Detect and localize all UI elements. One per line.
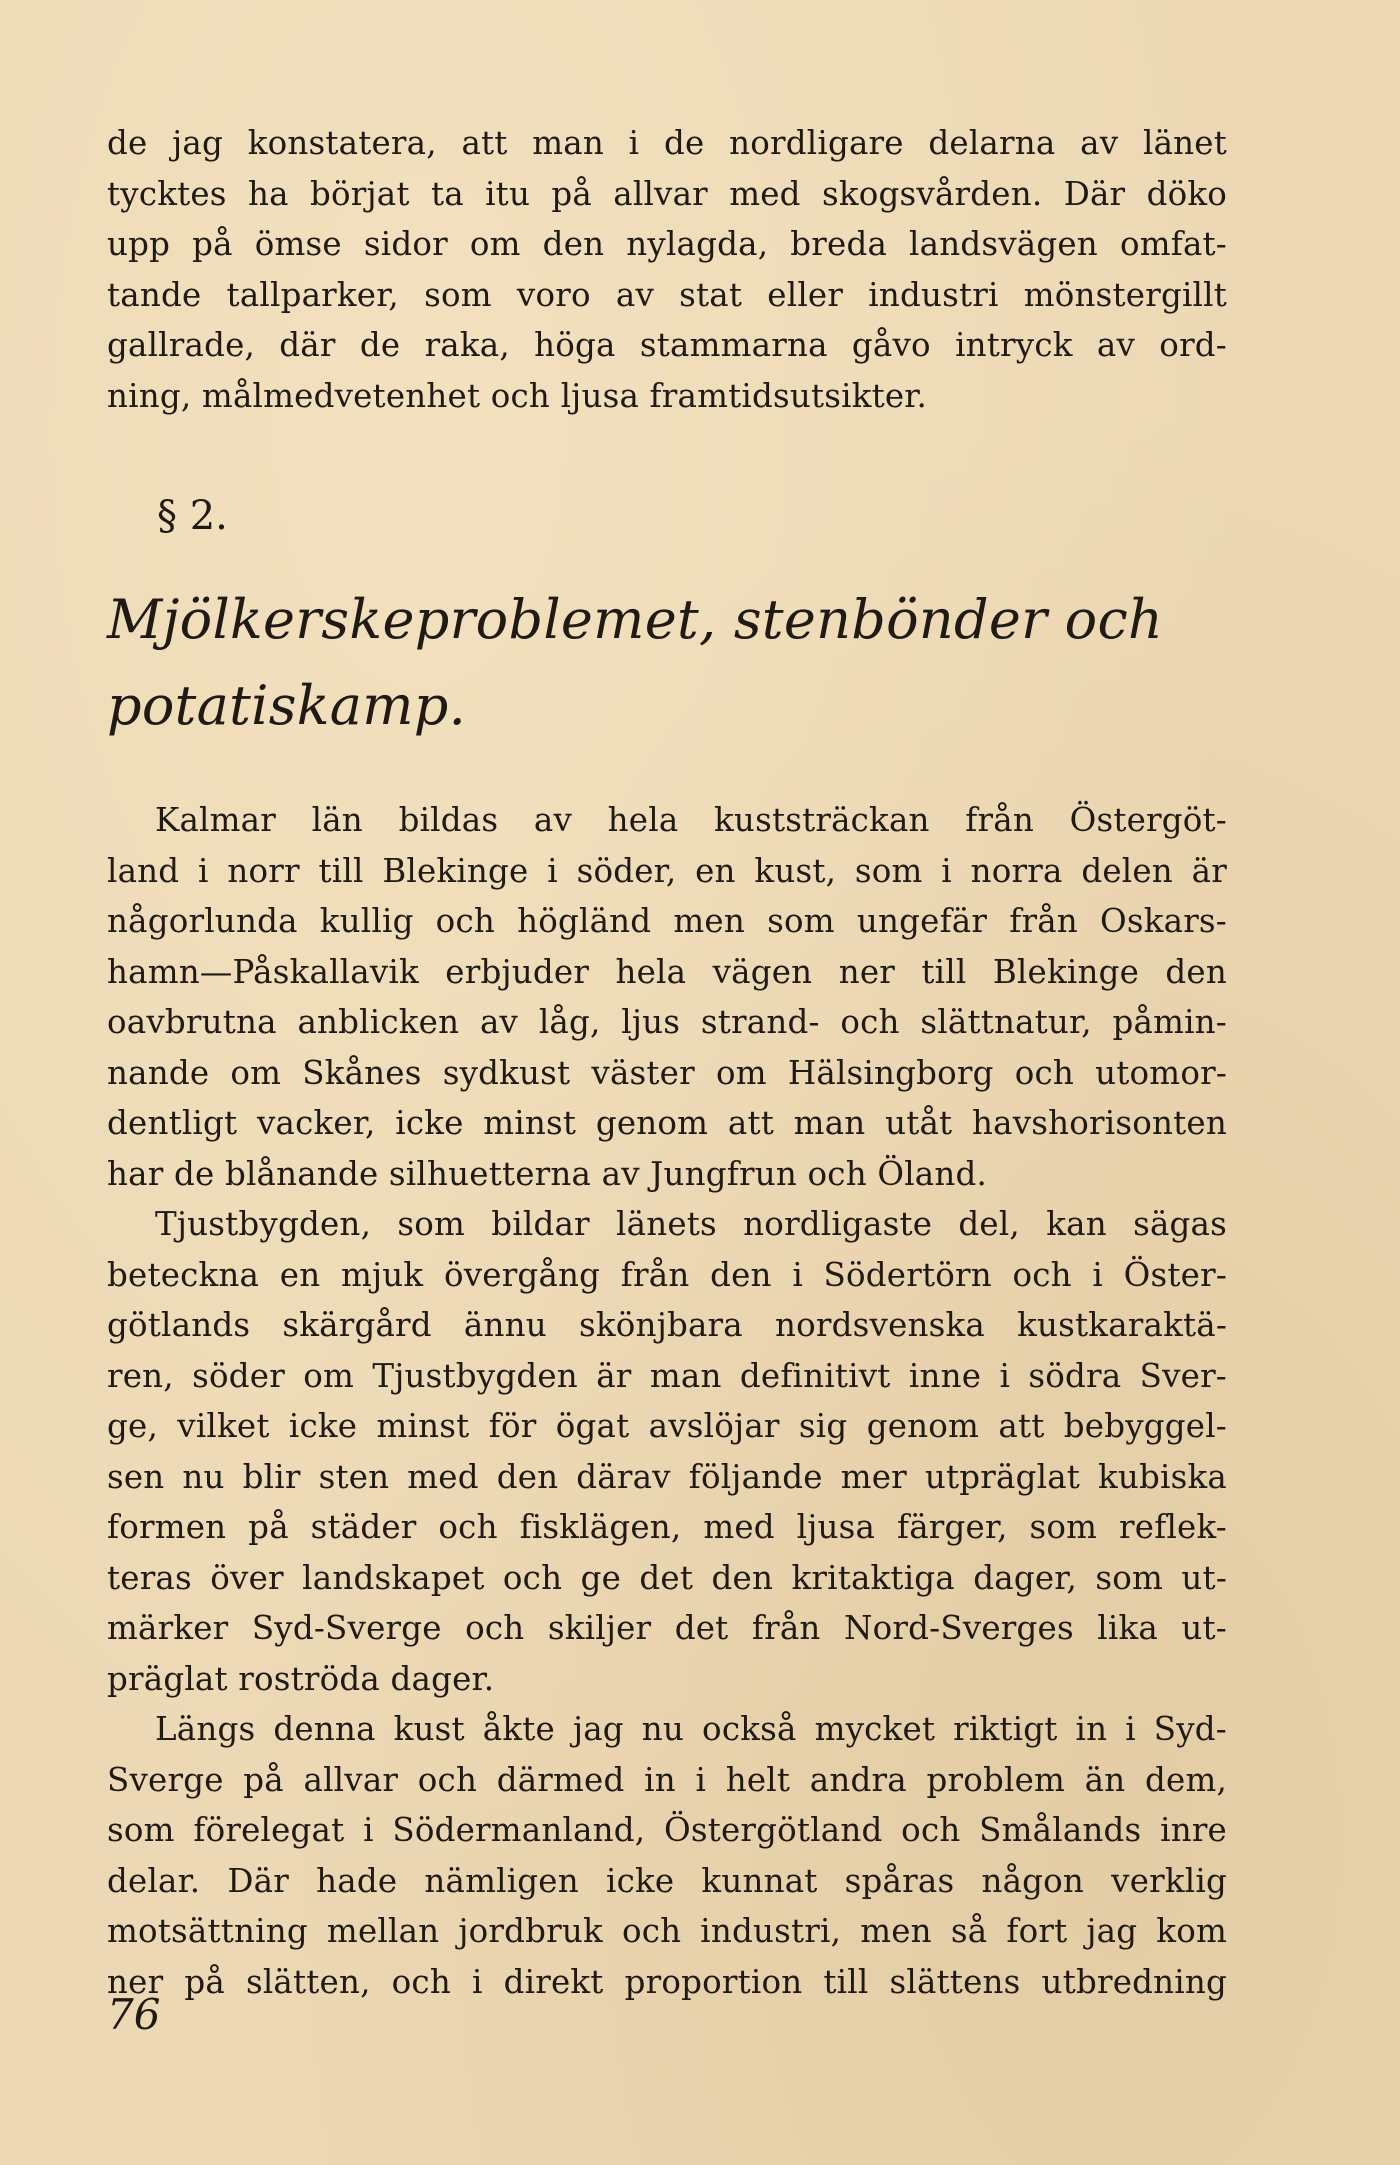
text-line: ner på slätten, och i direkt proportion till slättens utbredning: [107, 1962, 1227, 2001]
text-line: Längs denna kust åkte jag nu också mycket riktigt in i Syd-: [155, 1710, 1227, 1748]
text-line: tycktes ha börjat ta itu på allvar med skogsvården. Där döko: [107, 174, 1227, 213]
text-line: Kalmar län bildas av hela kuststräckan från Östergöt-: [155, 801, 1227, 839]
book-page: [107, 118, 1227, 2007]
text-line: nande om Skånes sydkust väster om Hälsingborg och utomor-: [107, 1053, 1227, 1092]
body-paragraph-3: [107, 1704, 1227, 2007]
section-number: § 2.: [157, 493, 228, 539]
text-line: Tjustbygden, som bildar länets nordligaste del, kan sägas: [155, 1205, 1227, 1243]
text-line: dentligt vacker, icke minst genom att man utåt havshorisonten: [107, 1104, 1227, 1142]
section-title-line: Mjölkerskeproblemet, stenbönder och: [107, 588, 1164, 651]
section-title: [107, 577, 1227, 749]
text-line: teras över landskapet och ge det den kritaktiga dager, som ut-: [107, 1558, 1227, 1597]
page-number: 76: [107, 1990, 161, 2039]
text-line: formen på städer och fisklägen, med ljusa färger, som reflek-: [107, 1508, 1227, 1546]
text-line: delar. Där hade nämligen icke kunnat spåras någon verklig: [107, 1861, 1227, 1900]
section-title-line: potatiskamp.: [107, 674, 467, 737]
text-line: ning, målmedvetenhet och ljusa framtidsutsikter.: [107, 376, 928, 415]
opening-paragraph: [107, 118, 1227, 421]
text-line: motsättning mellan jordbruk och industri, men så fort jag kom: [107, 1912, 1227, 1950]
text-line: Sverge på allvar och därmed in i helt andra problem än dem,: [107, 1760, 1227, 1799]
text-line: land i norr till Blekinge i söder, en kust, som i norra delen är: [107, 851, 1227, 890]
body-paragraph-1: [107, 795, 1227, 1199]
text-line: har de blånande silhuetterna av Jungfrun och Öland.: [107, 1154, 988, 1193]
text-line: märker Syd-Sverge och skiljer det från Nord-Sverges lika ut-: [107, 1609, 1227, 1647]
text-line: oavbrutna anblicken av låg, ljus strand- och slättnatur, påmin-: [107, 1003, 1227, 1041]
text-line: någorlunda kullig och högländ men som ungefär från Oskars-: [107, 902, 1227, 940]
text-line: upp på ömse sidor om den nylagda, breda landsvägen omfat-: [107, 225, 1227, 263]
text-line: ge, vilket icke minst för ögat avslöjar sig genom att bebyggel-: [107, 1407, 1227, 1445]
text-line: präglat roströda dager.: [107, 1659, 495, 1698]
text-line: sen nu blir sten med den därav följande mer utpräglat kubiska: [107, 1457, 1227, 1496]
text-line: beteckna en mjuk övergång från den i Södertörn och i Öster-: [107, 1255, 1227, 1294]
text-line: de jag konstatera, att man i de nordligare delarna av länet: [107, 124, 1227, 162]
text-line: götlands skärgård ännu skönjbara nordsvenska kustkaraktä-: [107, 1306, 1227, 1344]
text-line: hamn—Påskallavik erbjuder hela vägen ner till Blekinge den: [107, 952, 1227, 991]
text-line: tande tallparker, som voro av stat eller industri mönstergillt: [107, 275, 1227, 314]
text-line: som förelegat i Södermanland, Östergötland och Smålands inre: [107, 1811, 1227, 1849]
text-line: ren, söder om Tjustbygden är man definitivt inne i södra Sver-: [107, 1356, 1227, 1395]
body-paragraph-2: [107, 1199, 1227, 1704]
text-line: gallrade, där de raka, höga stammarna gåvo intryck av ord-: [107, 326, 1227, 364]
